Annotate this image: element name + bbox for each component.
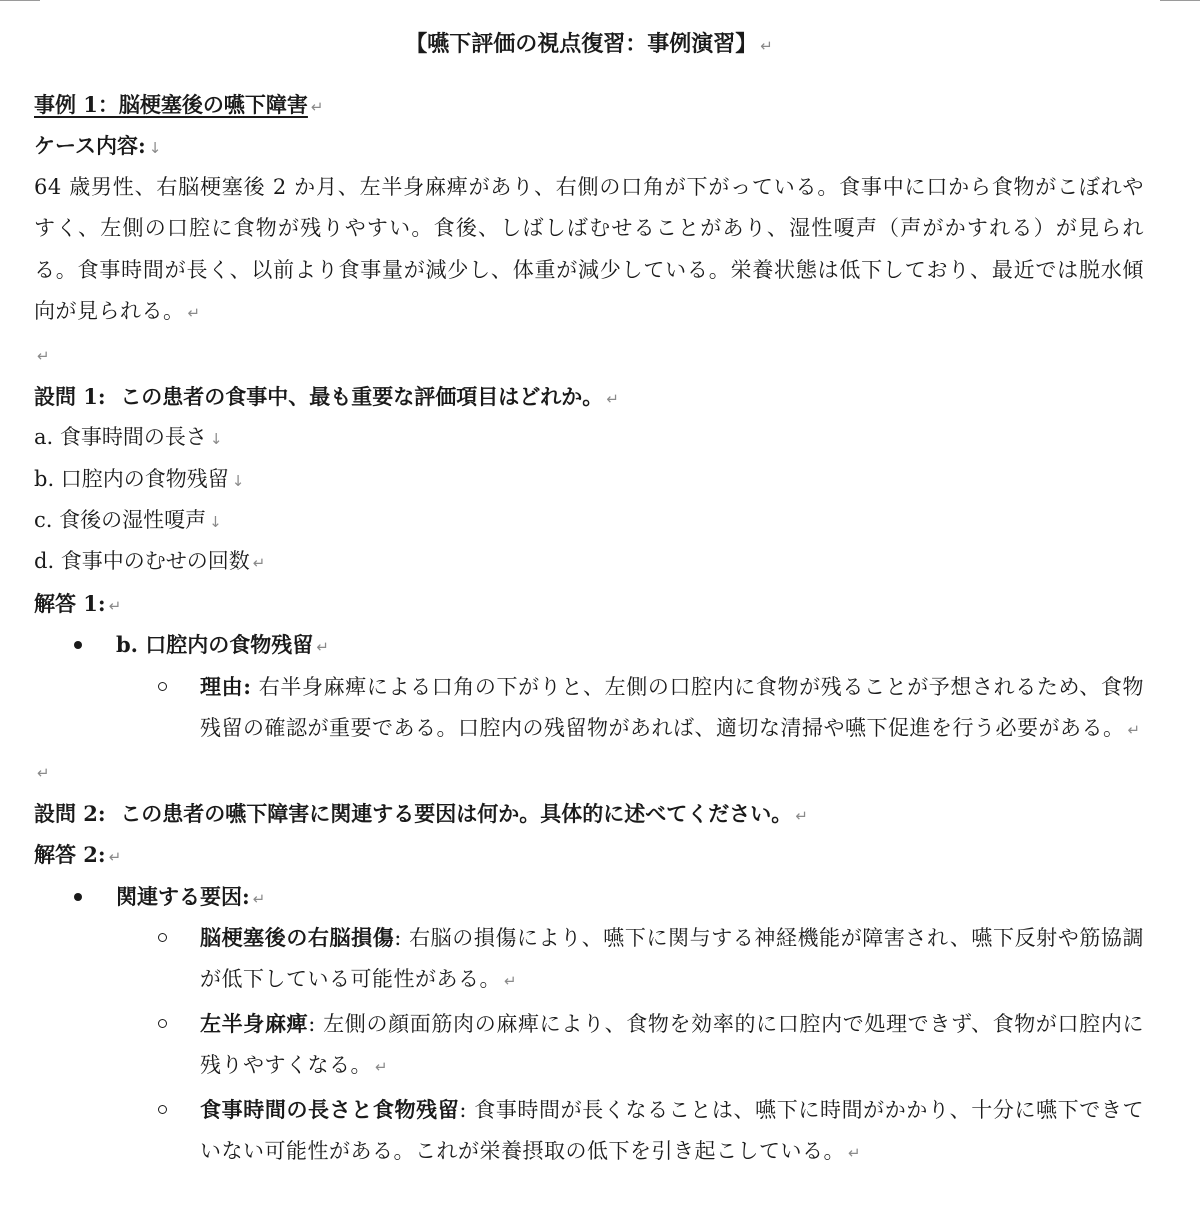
line-break-mark: ↓: [209, 512, 222, 531]
page-corner-mark-left: [0, 0, 40, 1]
factor-name: 脳梗塞後の右脳損傷: [200, 924, 395, 950]
answer1-label: [34, 583, 1144, 624]
line-break-mark: ↓: [148, 139, 162, 158]
line-break-mark: ↓: [231, 471, 245, 490]
paragraph-mark: ↵: [848, 1143, 862, 1162]
sub-bullet-circle-icon: [158, 933, 167, 942]
paragraph-mark: ↵: [187, 304, 201, 322]
case-label-text: ケース内容:: [34, 133, 146, 159]
page-corner-mark-right: [1160, 0, 1200, 1]
question2: [34, 793, 1144, 834]
question1-option-c: [34, 500, 1144, 541]
question1: [34, 376, 1144, 417]
option-text: a. 食事時間の長さ: [34, 425, 207, 450]
paragraph-mark: ↵: [108, 848, 122, 867]
paragraph-mark: ↵: [316, 638, 329, 657]
document-title-text: 【嚥下評価の視点復習：事例演習】: [405, 31, 758, 57]
factor-name: 左半身麻痺: [200, 1010, 309, 1036]
answer2-label: [34, 834, 1144, 875]
sub-bullet-circle-icon: [158, 682, 167, 691]
question1-option-d: [34, 541, 1144, 582]
paragraph-mark: ↵: [310, 98, 324, 116]
factor-name: 食事時間の長さと食物残留: [200, 1096, 460, 1122]
paragraph-mark: ↵: [37, 764, 50, 783]
sub-bullet-circle-icon: [158, 1019, 167, 1028]
factors-bullet: [34, 876, 1144, 917]
option-text: d. 食事中のむせの回数: [34, 549, 250, 574]
document-title: [34, 22, 1144, 66]
paragraph-mark: ↵: [252, 889, 266, 908]
option-text: b. 口腔内の食物残留: [34, 466, 229, 491]
question2-label: 設問 2:: [34, 800, 106, 826]
case-description: [34, 167, 1144, 335]
paragraph-mark: ↵: [1127, 720, 1141, 739]
question1-option-a: [34, 417, 1144, 458]
sub-bullet-circle-icon: [158, 1105, 167, 1114]
paragraph-mark: ↵: [252, 554, 266, 573]
bullet-dot-icon: [74, 641, 82, 649]
paragraph-mark: ↵: [760, 37, 773, 55]
question2-text: この患者の嚥下障害に関連する要因は何か。具体的に述べてください。: [120, 800, 793, 826]
case1-heading-text: 事例 1：脳梗塞後の嚥下障害: [34, 92, 308, 117]
paragraph-mark: ↵: [108, 596, 122, 615]
document-page: [34, 22, 1144, 1174]
question1-label: 設問 1:: [34, 383, 106, 409]
factor-text: 右脳の損傷により、嚥下に関与する神経機能が障害され、嚥下反射や筋協調が低下している可能性がある。: [200, 925, 1144, 992]
empty-paragraph: [34, 334, 1144, 375]
paragraph-mark: ↵: [795, 806, 808, 825]
answer2-label-text: 解答 2:: [34, 842, 106, 868]
bullet-dot-icon: [74, 893, 82, 901]
reason-text: 右半身麻痺による口角の下がりと、左側の口腔内に食物が残ることが予想されるため、食物残留の確認が重要である。口腔内の残留物があれば、適切な清掃や嚥下促進を行う必要がある。: [200, 674, 1144, 740]
reason-label: 理由:: [200, 673, 252, 699]
title-spacer: [34, 66, 1144, 84]
factors-label: 関連する要因:: [116, 883, 250, 909]
answer1-reason: [34, 666, 1144, 752]
question1-text: この患者の食事中、最も重要な評価項目はどれか。: [120, 383, 604, 409]
paragraph-mark: ↵: [606, 389, 619, 408]
factor-item: 脳梗塞後の右脳損傷: 右脳の損傷により、嚥下に関与する神経機能が障害され、嚥下反射や筋協調が低下している可能性がある。 ↵: [34, 917, 1144, 1003]
paragraph-mark: ↵: [37, 347, 50, 366]
case1-heading: [34, 84, 1144, 125]
option-text: c. 食後の湿性嗄声: [34, 507, 207, 532]
factor-text: 左側の顔面筋肉の麻痺により、食物を効率的に口腔内で処理できず、食物が口腔内に残りやすくなる。: [200, 1011, 1144, 1078]
answer1-text: b. 口腔内の食物残留: [116, 632, 314, 658]
answer1-bullet: [34, 624, 1144, 665]
paragraph-mark: ↵: [375, 1058, 389, 1077]
paragraph-mark: ↵: [504, 972, 518, 991]
line-break-mark: ↓: [209, 430, 223, 449]
factor-item: 食事時間の長さと食物残留: 食事時間が長くなることは、嚥下に時間がかかり、十分に嚥下できていない可能性がある。これが栄養摂取の低下を引き起こしている。 ↵: [34, 1089, 1144, 1175]
case-description-text: 64 歳男性、右脳梗塞後 2 か月、左半身麻痺があり、右側の口角が下がっている。食事中に口から食物がこぼれやすく、左側の口腔に食物が残りやすい。食後、しばしばむせることがあり、湿性嗄声（声がかすれる）が見られる。食事時間が長く、以前より食事量が減少し、体重が減少している。栄養状態は低下しており、最近では脱水傾向が見られる。: [34, 174, 1144, 323]
empty-paragraph: [34, 751, 1144, 792]
answer1-label-text: 解答 1:: [34, 590, 106, 616]
factor-item: 左半身麻痺: 左側の顔面筋肉の麻痺により、食物を効率的に口腔内で処理できず、食物が口腔内に残りやすくなる。 ↵: [34, 1003, 1144, 1089]
case-label: [34, 125, 1144, 166]
factor-text: 食事時間が長くなることは、嚥下に時間がかかり、十分に嚥下できていない可能性がある。これが栄養摂取の低下を引き起こしている。: [200, 1097, 1145, 1163]
question1-option-b: [34, 459, 1144, 500]
